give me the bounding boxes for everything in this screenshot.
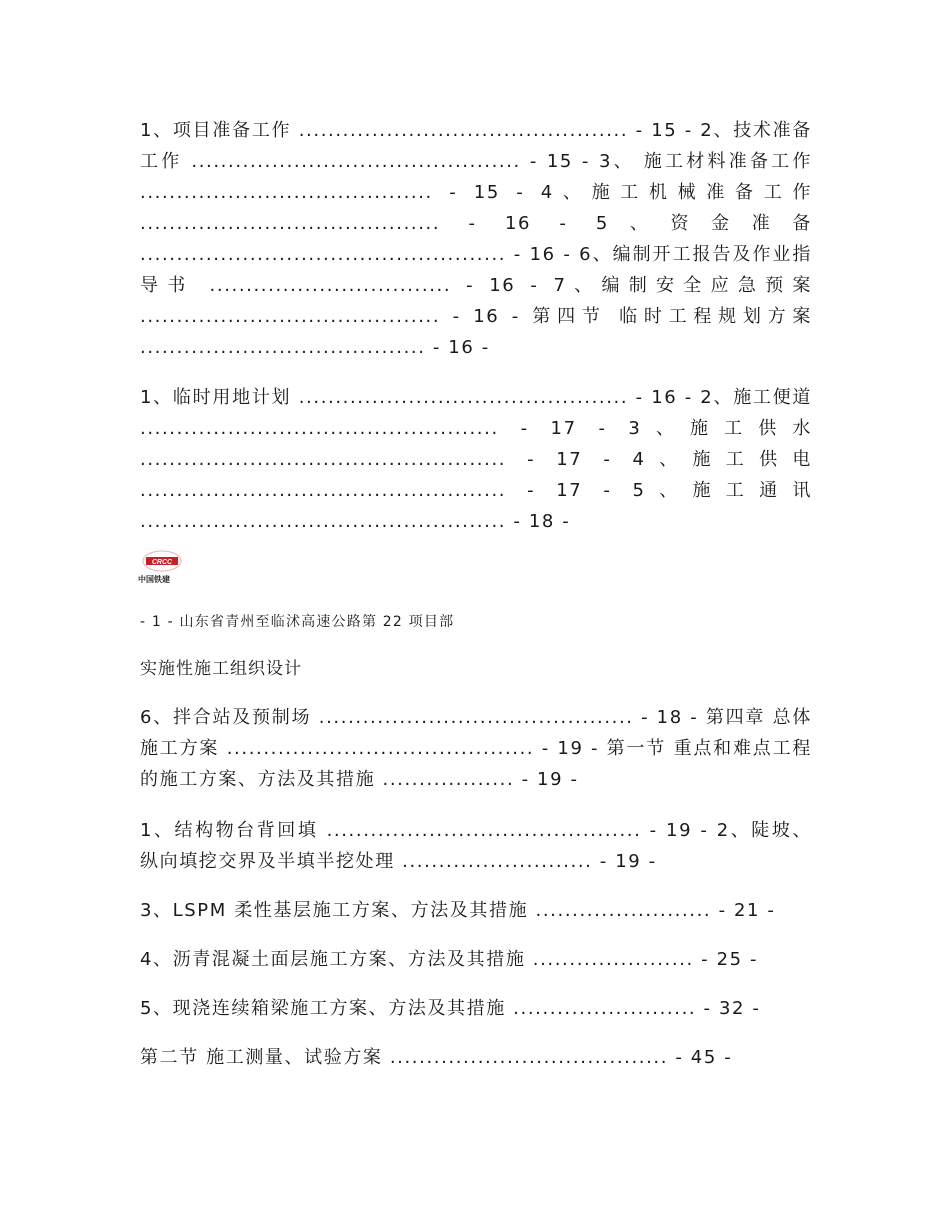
toc-line-lspm: 3、LSPM 柔性基层施工方案、方法及其措施 ........................ - 21 - <box>140 900 776 921</box>
crcc-logo-icon <box>142 550 182 572</box>
crcc-logo <box>138 548 186 588</box>
page-footer: - 1 - 山东省青州至临沭高速公路第 22 项目部 <box>140 614 455 630</box>
toc-line-box-girder: 5、现浇连续箱梁施工方案、方法及其措施 ......................... - 32 - <box>140 998 761 1019</box>
logo-mark-text: CRCC <box>151 559 173 566</box>
toc-block-2: 1、临时用地计划 ............................................. - 16 - 2、施工便道 ................................................. - 17 - 3、施工供水 .................................................. - 17 - 4、施工供电 .................................................. - 17 - 5、施工通讯 .................................................. - 18 - <box>140 387 812 532</box>
document-header: 实施性施工组织设计 <box>140 659 302 679</box>
toc-block-4: 1、结构物台背回填 ........................................... - 19 - 2、陡坡、纵向填挖交界及半填半挖处理 .......................... - 19 - <box>140 820 812 872</box>
logo-caption: 中国铁建 <box>138 575 170 584</box>
toc-block-3: 6、拌合站及预制场 ........................................... - 18 - 第四章 总体施工方案 .......................................... - 19 - 第一节 重点和难点工程的施工方案、方法及其措施 .................. - 19 - <box>140 707 812 790</box>
toc-line-asphalt: 4、沥青混凝土面层施工方案、方法及其措施 ...................... - 25 - <box>140 949 759 970</box>
toc-block-1: 1、项目准备工作 ............................................. - 15 - 2、技术准备工作 ............................................. - 15 - 3、 施工材料准备工作 ........................................ - 15 - 4、施工机械准备工作 ......................................... - 16 - 5、资金准备 .................................................. - 16 - 6、编制开工报告及作业指导书 ................................. - 16 - 7、编制安全应急预案 ......................................... - 16 - 第四节 临时工程规划方案 ....................................... - 16 - <box>140 120 812 358</box>
toc-line-survey: 第二节 施工测量、试验方案 ...................................... - 45 - <box>140 1047 733 1068</box>
